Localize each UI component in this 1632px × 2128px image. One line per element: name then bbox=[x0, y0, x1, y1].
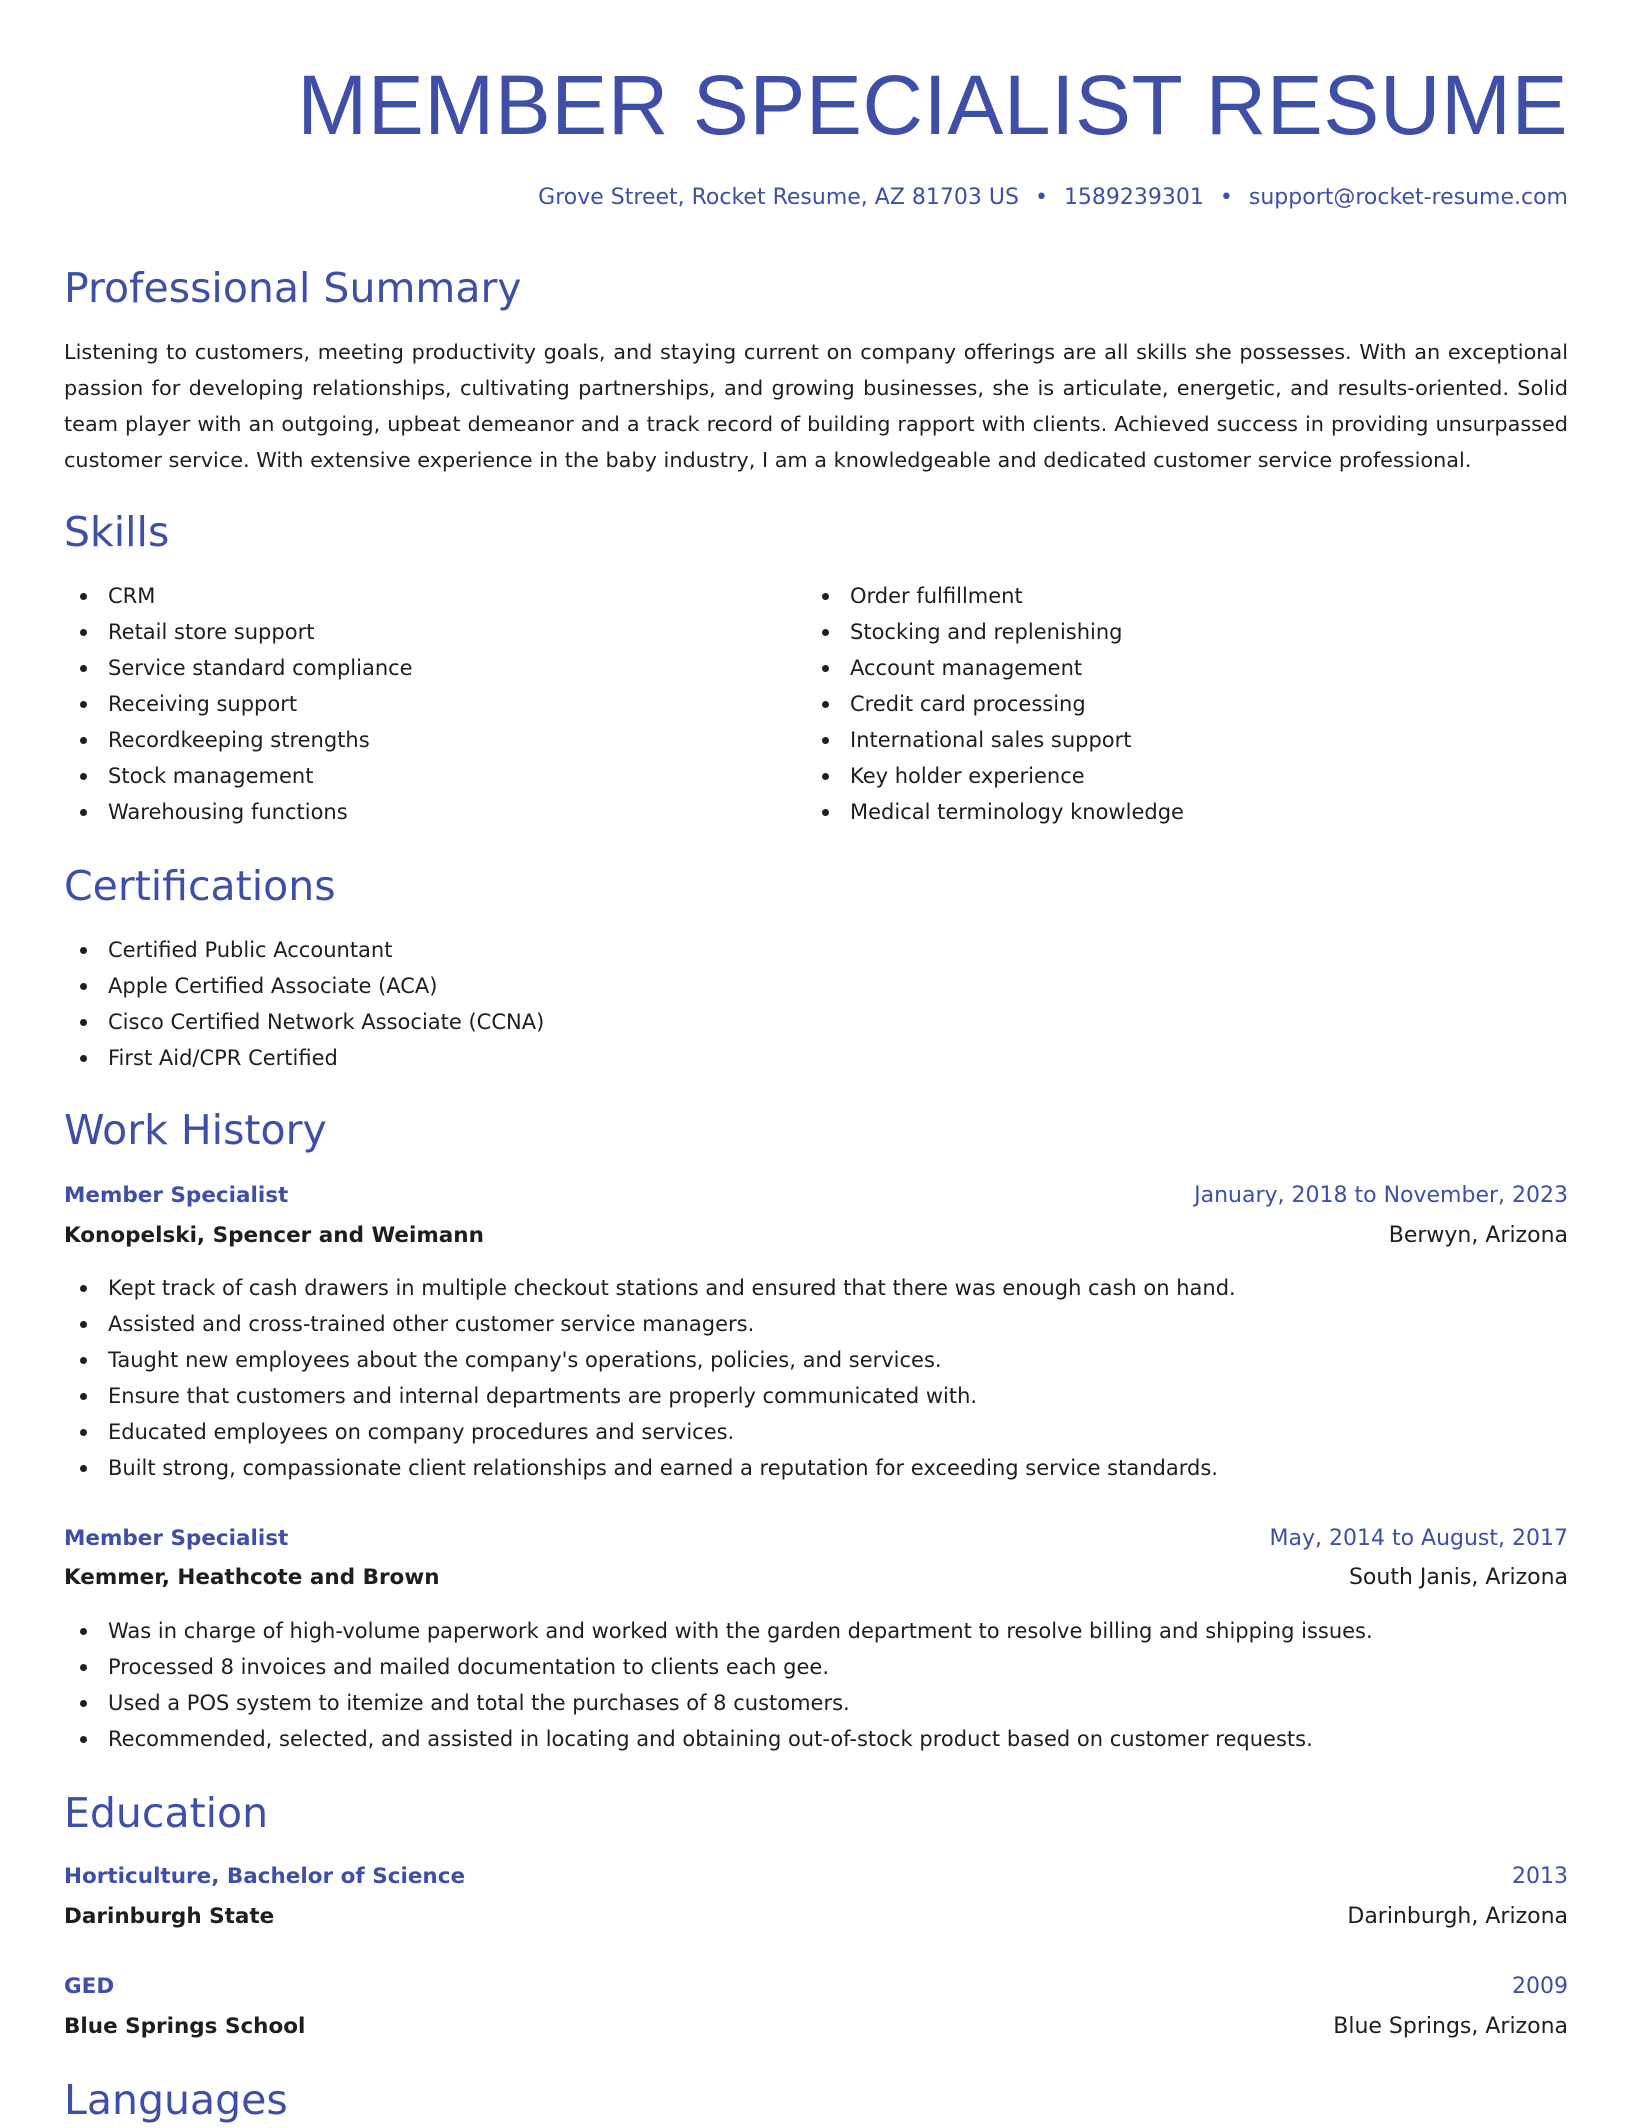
certifications-list bbox=[64, 932, 544, 1076]
job-bullets bbox=[64, 1270, 1236, 1486]
list-item: Recommended, selected, and assisted in locating and obtaining out-of-stock product based on customer requests. bbox=[64, 1721, 1373, 1757]
list-item: Retail store support bbox=[64, 614, 413, 650]
list-item: Cisco Certified Network Associate (CCNA) bbox=[64, 1004, 544, 1040]
job-dates: January, 2018 to November, 2023 bbox=[1194, 1183, 1568, 1208]
job-header bbox=[64, 1519, 1568, 1559]
list-item: Educated employees on company procedures and services. bbox=[64, 1414, 1236, 1450]
section-title-education: Education bbox=[64, 1789, 269, 1837]
address: Grove Street, Rocket Resume, AZ 81703 US bbox=[538, 185, 1019, 210]
section-title-languages: Languages bbox=[64, 2076, 288, 2124]
section-title-work-history: Work History bbox=[64, 1106, 327, 1154]
list-item: CRM bbox=[64, 578, 413, 614]
list-item: Medical terminology knowledge bbox=[806, 794, 1184, 830]
list-item: Was in charge of high-volume paperwork and worked with the garden department to resolve billing and shipping issues. bbox=[64, 1613, 1373, 1649]
education-header bbox=[64, 1857, 1568, 1897]
job-location: Berwyn, Arizona bbox=[1388, 1223, 1568, 1248]
list-item: Service standard compliance bbox=[64, 650, 413, 686]
job-location: South Janis, Arizona bbox=[1348, 1565, 1568, 1590]
section-title-skills: Skills bbox=[64, 508, 170, 556]
list-item: Recordkeeping strengths bbox=[64, 722, 413, 758]
section-title-certifications: Certifications bbox=[64, 862, 336, 910]
job-company: Konopelski, Spencer and Weimann bbox=[64, 1223, 484, 1248]
list-item: Ensure that customers and internal departments are properly communicated with. bbox=[64, 1378, 1236, 1414]
education-year: 2009 bbox=[1512, 1974, 1568, 1999]
resume-title: MEMBER SPECIALIST RESUME bbox=[297, 58, 1568, 152]
list-item: Key holder experience bbox=[806, 758, 1184, 794]
skills-list-right bbox=[806, 578, 1184, 830]
summary-text: Listening to customers, meeting productivity goals, and staying current on company offerings are all skills she possesses. With an exceptional passion for developing relationships, cultivating partnerships, and growing businesses, she is articulate, energetic, and results-oriented. Solid team player with an outgoing, upbeat demeanor and a track record of building rapport with clients. Achieved success in providing unsurpassed customer service. With extensive experience in the baby industry, I am a knowledgeable and dedicated customer service professional. bbox=[64, 340, 1568, 472]
job-header bbox=[64, 1176, 1568, 1216]
list-item: First Aid/CPR Certified bbox=[64, 1040, 544, 1076]
list-item: Apple Certified Associate (ACA) bbox=[64, 968, 544, 1004]
education-degree: GED bbox=[64, 1974, 115, 1999]
education-location: Darinburgh, Arizona bbox=[1347, 1904, 1568, 1929]
contact-line bbox=[538, 178, 1568, 218]
job-bullets bbox=[64, 1613, 1373, 1757]
list-item: Certified Public Accountant bbox=[64, 932, 544, 968]
education-subheader bbox=[64, 2007, 1568, 2047]
job-role: Member Specialist bbox=[64, 1526, 289, 1551]
email-link[interactable]: support@rocket-resume.com bbox=[1248, 185, 1568, 210]
job-subheader bbox=[64, 1216, 1568, 1256]
education-degree: Horticulture, Bachelor of Science bbox=[64, 1864, 466, 1889]
job-role: Member Specialist bbox=[64, 1183, 289, 1208]
list-item: Account management bbox=[806, 650, 1184, 686]
list-item: Kept track of cash drawers in multiple checkout stations and ensured that there was enough cash on hand. bbox=[64, 1270, 1236, 1306]
education-location: Blue Springs, Arizona bbox=[1333, 2014, 1568, 2039]
job-dates: May, 2014 to August, 2017 bbox=[1269, 1526, 1568, 1551]
list-item: Taught new employees about the company's operations, policies, and services. bbox=[64, 1342, 1236, 1378]
list-item: Stock management bbox=[64, 758, 413, 794]
list-item: Assisted and cross-trained other customer service managers. bbox=[64, 1306, 1236, 1342]
list-item: Used a POS system to itemize and total the purchases of 8 customers. bbox=[64, 1685, 1373, 1721]
job-company: Kemmer, Heathcote and Brown bbox=[64, 1565, 440, 1590]
list-item: Stocking and replenishing bbox=[806, 614, 1184, 650]
separator: • bbox=[1034, 185, 1048, 210]
job-subheader bbox=[64, 1558, 1568, 1598]
list-item: Receiving support bbox=[64, 686, 413, 722]
separator: • bbox=[1219, 185, 1233, 210]
skills-list-left bbox=[64, 578, 413, 830]
education-school: Darinburgh State bbox=[64, 1904, 275, 1929]
list-item: Processed 8 invoices and mailed documentation to clients each gee. bbox=[64, 1649, 1373, 1685]
list-item: Order fulfillment bbox=[806, 578, 1184, 614]
list-item: Built strong, compassionate client relationships and earned a reputation for exceeding service standards. bbox=[64, 1450, 1236, 1486]
list-item: Credit card processing bbox=[806, 686, 1184, 722]
education-year: 2013 bbox=[1512, 1864, 1568, 1889]
list-item: International sales support bbox=[806, 722, 1184, 758]
list-item: Warehousing functions bbox=[64, 794, 413, 830]
phone: 1589239301 bbox=[1063, 185, 1204, 210]
education-header bbox=[64, 1967, 1568, 2007]
education-subheader bbox=[64, 1897, 1568, 1937]
education-school: Blue Springs School bbox=[64, 2014, 306, 2039]
section-title-summary: Professional Summary bbox=[64, 264, 522, 312]
